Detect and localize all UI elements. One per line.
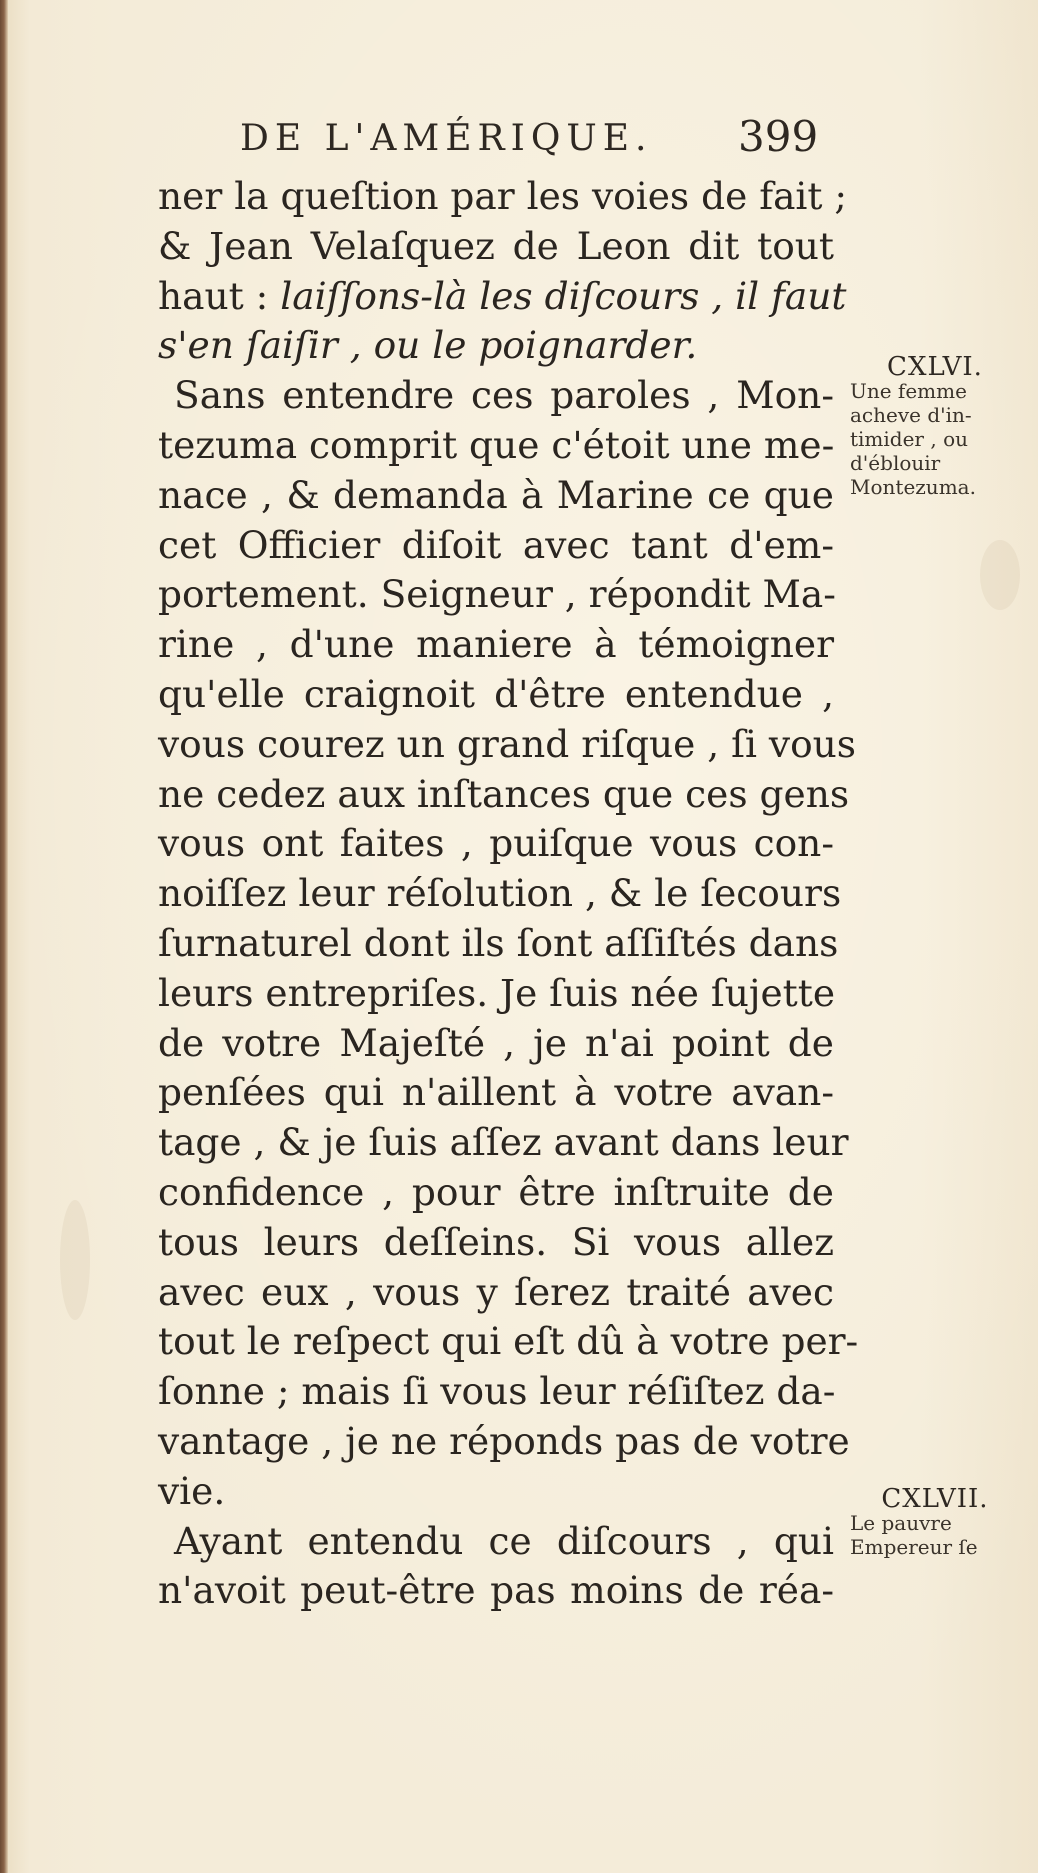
text-line: Ayant entendu ce diſcours , qui xyxy=(174,1518,834,1563)
text-line: Sans entendre ces paroles , Mon- xyxy=(174,373,834,418)
margin-note-line: acheve d'in- xyxy=(850,403,972,427)
text-line: tage , & je ſuis aſſez avant dans leur xyxy=(158,1120,849,1165)
paper-stain xyxy=(60,1200,90,1320)
text-line: n'avoit peut-être pas moins de réa- xyxy=(158,1568,834,1613)
text-line: vantage , je ne réponds pas de votre xyxy=(158,1418,850,1463)
text-italic: laiſſons-là les diſcours , il faut xyxy=(280,273,847,318)
margin-note-number: CXLVII. xyxy=(881,1484,989,1514)
body-text xyxy=(158,172,859,1616)
text-line: nace , & demanda à Marine ce que xyxy=(158,472,834,517)
text-line: de votre Majeſté , je n'ai point de xyxy=(158,1020,834,1065)
text-line: ne cedez aux inſtances que ces gens xyxy=(158,771,850,816)
text-line: tezuma comprit que c'étoit une me- xyxy=(158,422,835,467)
text-segment xyxy=(158,274,847,318)
text-line: tout le reſpect qui eſt dû à votre per- xyxy=(158,1319,859,1364)
text-line: qu'elle craignoit d'être entendue , xyxy=(158,671,834,716)
text-line: s'en ſaiſir , ou le poignarder. xyxy=(158,323,698,368)
margin-note-line: Montezuma. xyxy=(850,475,976,499)
margin-note-number: CXLVI. xyxy=(887,352,983,382)
text-line: ſonne ; mais ſi vous leur réſiſtez da- xyxy=(158,1369,836,1414)
text-line: tous leurs deſſeins. Si vous allez xyxy=(158,1219,834,1264)
text-line: avec eux , vous y ſerez traité avec xyxy=(158,1269,834,1314)
text-line: noiſſez leur réſolution , & le ſecours xyxy=(158,871,842,916)
text-line: leurs entrepriſes. Je ſuis née ſujette xyxy=(158,970,836,1015)
margin-note-line: Empereur ſe xyxy=(850,1535,978,1559)
paper-stain xyxy=(980,540,1020,610)
margin-note xyxy=(850,1484,1020,1559)
text-line xyxy=(158,272,847,322)
text-line: & Jean Velaſquez de Leon dit tout xyxy=(158,223,834,268)
text-line: cet Officier diſoit avec tant d'em- xyxy=(158,522,834,567)
text-line: portement. Seigneur , répondit Ma- xyxy=(158,572,836,617)
margin-note-line: timider , ou xyxy=(850,427,968,451)
text-line: vous ont faites , puiſque vous con- xyxy=(158,821,834,866)
page-number: 399 xyxy=(738,112,819,161)
binding-edge xyxy=(0,0,8,1873)
margin-note-line: Une femme xyxy=(850,379,967,403)
text-line: vie. xyxy=(158,1468,226,1513)
text-line: rine , d'une maniere à témoigner xyxy=(158,622,834,667)
text-roman: haut : xyxy=(158,273,281,318)
text-line: ſurnaturel dont ils ſont aſſiſtés dans xyxy=(158,920,839,965)
margin-note xyxy=(850,352,1020,499)
text-line: confidence , pour être inſtruite de xyxy=(158,1169,834,1214)
text-line: vous courez un grand riſque , ſi vous xyxy=(158,721,857,766)
margin-note-line: Le pauvre xyxy=(850,1511,952,1535)
margin-note-line: d'éblouir xyxy=(850,451,941,475)
text-line: ner la queſtion par les voies de fait ; xyxy=(158,174,848,218)
running-head: DE L'AMÉRIQUE. xyxy=(240,118,653,159)
text-line: penſées qui n'aillent à votre avan- xyxy=(158,1070,834,1115)
